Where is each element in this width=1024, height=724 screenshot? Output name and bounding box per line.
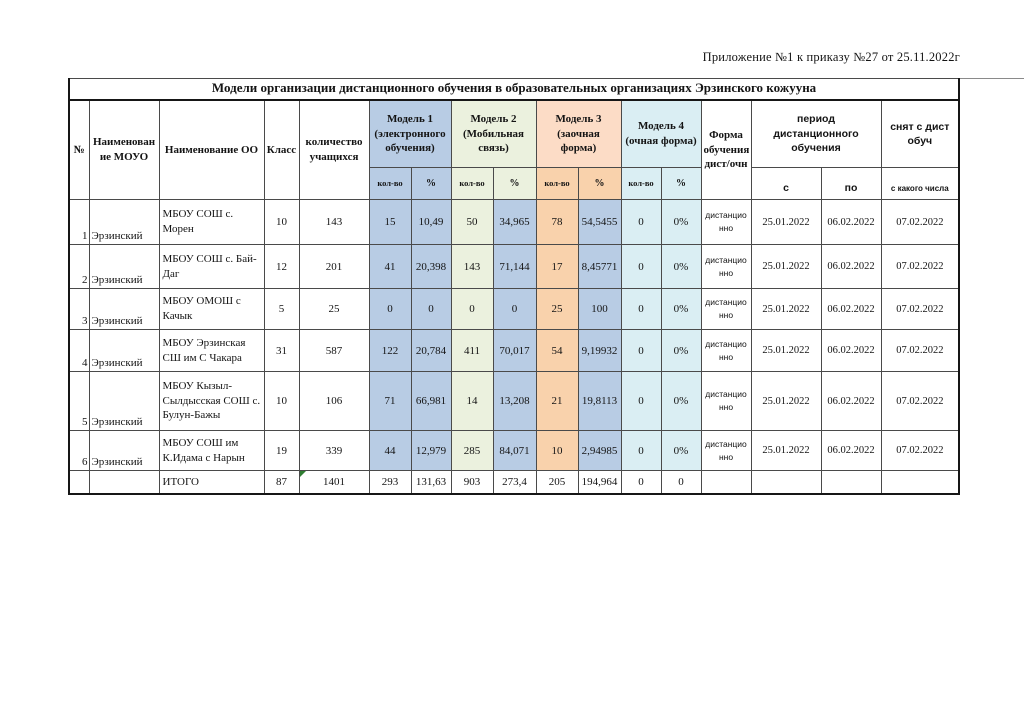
cell-m4-pct: 0% [661, 330, 701, 372]
cell-date-removed: 07.02.2022 [881, 200, 959, 245]
cell-m3-qty: 54 [536, 330, 578, 372]
subheader-m4-pct: % [661, 168, 701, 200]
cell-m1-qty: 122 [369, 330, 411, 372]
cell-students: 587 [299, 330, 369, 372]
subheader-m1-pct: % [411, 168, 451, 200]
document-annotation: Приложение №1 к приказу №27 от 25.11.2022г [702, 50, 960, 64]
cell-m4-qty: 0 [621, 200, 661, 245]
cell-date-to: 06.02.2022 [821, 330, 881, 372]
cell-form: дистанционно [701, 289, 751, 330]
table-row [69, 289, 959, 330]
col-header-mouo: Наименование МОУО [89, 100, 159, 200]
cell-m2-qty: 285 [451, 431, 493, 471]
cell-oo: МБОУ СОШ с. Морен [159, 200, 264, 245]
col-header-model3: Модель 3 (заочная форма) [536, 100, 621, 168]
cell-date-to: 06.02.2022 [821, 289, 881, 330]
cell-m2-pct: 0 [493, 289, 536, 330]
title-row [69, 79, 959, 100]
total-cell-date-from [751, 471, 821, 494]
cell-m4-qty: 0 [621, 372, 661, 431]
cell-date-from: 25.01.2022 [751, 372, 821, 431]
cell-corner-flag-icon [300, 471, 306, 477]
cell-m4-qty: 0 [621, 431, 661, 471]
cell-oo: МБОУ ОМОШ с Качык [159, 289, 264, 330]
col-header-oo: Наименование ОО [159, 100, 264, 200]
cell-date-from: 25.01.2022 [751, 200, 821, 245]
total-cell-num [69, 471, 89, 494]
cell-class: 12 [264, 245, 299, 289]
cell-m3-pct: 100 [578, 289, 621, 330]
subheader-removed-date: с какого числа [881, 168, 959, 200]
col-header-students: количество учащихся [299, 100, 369, 200]
total-cell-m1-pct: 131,63 [411, 471, 451, 494]
distance-learning-table [68, 78, 960, 495]
col-header-model1: Модель 1 (электронного обучения) [369, 100, 451, 168]
cell-mouo: Эрзинский [89, 245, 159, 289]
cell-m2-qty: 14 [451, 372, 493, 431]
cell-m4-pct: 0% [661, 200, 701, 245]
col-header-removed: снят с дист обуч [881, 100, 959, 168]
cell-class: 31 [264, 330, 299, 372]
total-cell-m1-qty: 293 [369, 471, 411, 494]
cell-m1-qty: 0 [369, 289, 411, 330]
table-row [69, 372, 959, 431]
total-cell-class: 87 [264, 471, 299, 494]
cell-m2-qty: 411 [451, 330, 493, 372]
cell-m1-pct: 10,49 [411, 200, 451, 245]
cell-m4-qty: 0 [621, 289, 661, 330]
cell-class: 19 [264, 431, 299, 471]
cell-m2-qty: 0 [451, 289, 493, 330]
cell-date-from: 25.01.2022 [751, 289, 821, 330]
cell-m3-pct: 2,94985 [578, 431, 621, 471]
cell-num: 4 [69, 330, 89, 372]
cell-m3-pct: 8,45771 [578, 245, 621, 289]
total-cell-m2-pct: 273,4 [493, 471, 536, 494]
cell-m1-qty: 41 [369, 245, 411, 289]
total-cell-students [299, 471, 369, 494]
cell-num: 1 [69, 200, 89, 245]
total-cell-mouo [89, 471, 159, 494]
cell-num: 2 [69, 245, 89, 289]
col-header-form: Форма обучения дист/очн [701, 100, 751, 200]
cell-m1-pct: 20,398 [411, 245, 451, 289]
col-header-model2: Модель 2 (Мобильная связь) [451, 100, 536, 168]
cell-date-from: 25.01.2022 [751, 245, 821, 289]
col-header-class: Класс [264, 100, 299, 200]
total-students-value: 1401 [323, 475, 345, 488]
total-cell-m4-pct: 0 [661, 471, 701, 494]
cell-oo: МБОУ СОШ с. Бай-Даг [159, 245, 264, 289]
table-row [69, 431, 959, 471]
cell-date-to: 06.02.2022 [821, 245, 881, 289]
subheader-m2-pct: % [493, 168, 536, 200]
cell-class: 10 [264, 372, 299, 431]
cell-m2-pct: 84,071 [493, 431, 536, 471]
total-cell-m3-pct: 194,964 [578, 471, 621, 494]
cell-m3-pct: 9,19932 [578, 330, 621, 372]
cell-date-removed: 07.02.2022 [881, 330, 959, 372]
total-cell-date-to [821, 471, 881, 494]
cell-class: 10 [264, 200, 299, 245]
cell-m2-pct: 70,017 [493, 330, 536, 372]
cell-students: 201 [299, 245, 369, 289]
total-cell-m2-qty: 903 [451, 471, 493, 494]
cell-form: дистанционно [701, 330, 751, 372]
cell-m3-qty: 17 [536, 245, 578, 289]
cell-m3-pct: 19,8113 [578, 372, 621, 431]
cell-m2-pct: 71,144 [493, 245, 536, 289]
cell-num: 3 [69, 289, 89, 330]
subheader-period-from: с [751, 168, 821, 200]
subheader-m3-qty: кол-во [536, 168, 578, 200]
table-row [69, 245, 959, 289]
col-header-period: период дистанционного обучения [751, 100, 881, 168]
cell-m1-pct: 0 [411, 289, 451, 330]
cell-m1-qty: 71 [369, 372, 411, 431]
cell-date-to: 06.02.2022 [821, 431, 881, 471]
cell-m1-qty: 44 [369, 431, 411, 471]
total-cell-m3-qty: 205 [536, 471, 578, 494]
cell-m1-qty: 15 [369, 200, 411, 245]
cell-form: дистанционно [701, 245, 751, 289]
cell-students: 106 [299, 372, 369, 431]
cell-students: 143 [299, 200, 369, 245]
cell-m3-qty: 25 [536, 289, 578, 330]
total-cell-form [701, 471, 751, 494]
cell-students: 25 [299, 289, 369, 330]
cell-oo: МБОУ Эрзинская СШ им С Чакара [159, 330, 264, 372]
cell-date-from: 25.01.2022 [751, 431, 821, 471]
cell-students: 339 [299, 431, 369, 471]
cell-mouo: Эрзинский [89, 372, 159, 431]
cell-oo: МБОУ СОШ им К.Идама с Нарын [159, 431, 264, 471]
cell-date-removed: 07.02.2022 [881, 289, 959, 330]
cell-mouo: Эрзинский [89, 289, 159, 330]
col-header-model4: Модель 4 (очная форма) [621, 100, 701, 168]
cell-num: 6 [69, 431, 89, 471]
cell-date-to: 06.02.2022 [821, 200, 881, 245]
cell-m4-qty: 0 [621, 245, 661, 289]
subheader-m1-qty: кол-во [369, 168, 411, 200]
cell-m3-qty: 78 [536, 200, 578, 245]
cell-date-removed: 07.02.2022 [881, 245, 959, 289]
cell-mouo: Эрзинский [89, 431, 159, 471]
header-row-main [69, 100, 959, 168]
subheader-m3-pct: % [578, 168, 621, 200]
total-label: ИТОГО [159, 471, 264, 494]
cell-date-from: 25.01.2022 [751, 330, 821, 372]
total-cell-m4-qty: 0 [621, 471, 661, 494]
cell-mouo: Эрзинский [89, 330, 159, 372]
subheader-m2-qty: кол-во [451, 168, 493, 200]
cell-date-removed: 07.02.2022 [881, 431, 959, 471]
table-row [69, 200, 959, 245]
table-title: Модели организации дистанционного обучения в образовательных организациях Эрзинского кожууна [69, 79, 959, 100]
cell-m4-qty: 0 [621, 330, 661, 372]
cell-m2-pct: 34,965 [493, 200, 536, 245]
table-row [69, 330, 959, 372]
cell-date-removed: 07.02.2022 [881, 372, 959, 431]
cell-m3-pct: 54,5455 [578, 200, 621, 245]
cell-m4-pct: 0% [661, 245, 701, 289]
cell-m2-qty: 143 [451, 245, 493, 289]
cell-m2-pct: 13,208 [493, 372, 536, 431]
subheader-period-to: по [821, 168, 881, 200]
col-header-num: № [69, 100, 89, 200]
cell-form: дистанционно [701, 372, 751, 431]
cell-m1-pct: 20,784 [411, 330, 451, 372]
total-cell-date-removed [881, 471, 959, 494]
cell-m1-pct: 66,981 [411, 372, 451, 431]
cell-form: дистанционно [701, 200, 751, 245]
cell-num: 5 [69, 372, 89, 431]
cell-mouo: Эрзинский [89, 200, 159, 245]
cell-m4-pct: 0% [661, 289, 701, 330]
cell-m1-pct: 12,979 [411, 431, 451, 471]
cell-m3-qty: 10 [536, 431, 578, 471]
cell-form: дистанционно [701, 431, 751, 471]
table-body [69, 200, 959, 471]
cell-class: 5 [264, 289, 299, 330]
subheader-m4-qty: кол-во [621, 168, 661, 200]
cell-m4-pct: 0% [661, 431, 701, 471]
cell-oo: МБОУ Кызыл-Сылдысская СОШ с. Булун-Бажы [159, 372, 264, 431]
cell-m4-pct: 0% [661, 372, 701, 431]
total-row [69, 471, 959, 494]
cell-m2-qty: 50 [451, 200, 493, 245]
cell-date-to: 06.02.2022 [821, 372, 881, 431]
cell-m3-qty: 21 [536, 372, 578, 431]
